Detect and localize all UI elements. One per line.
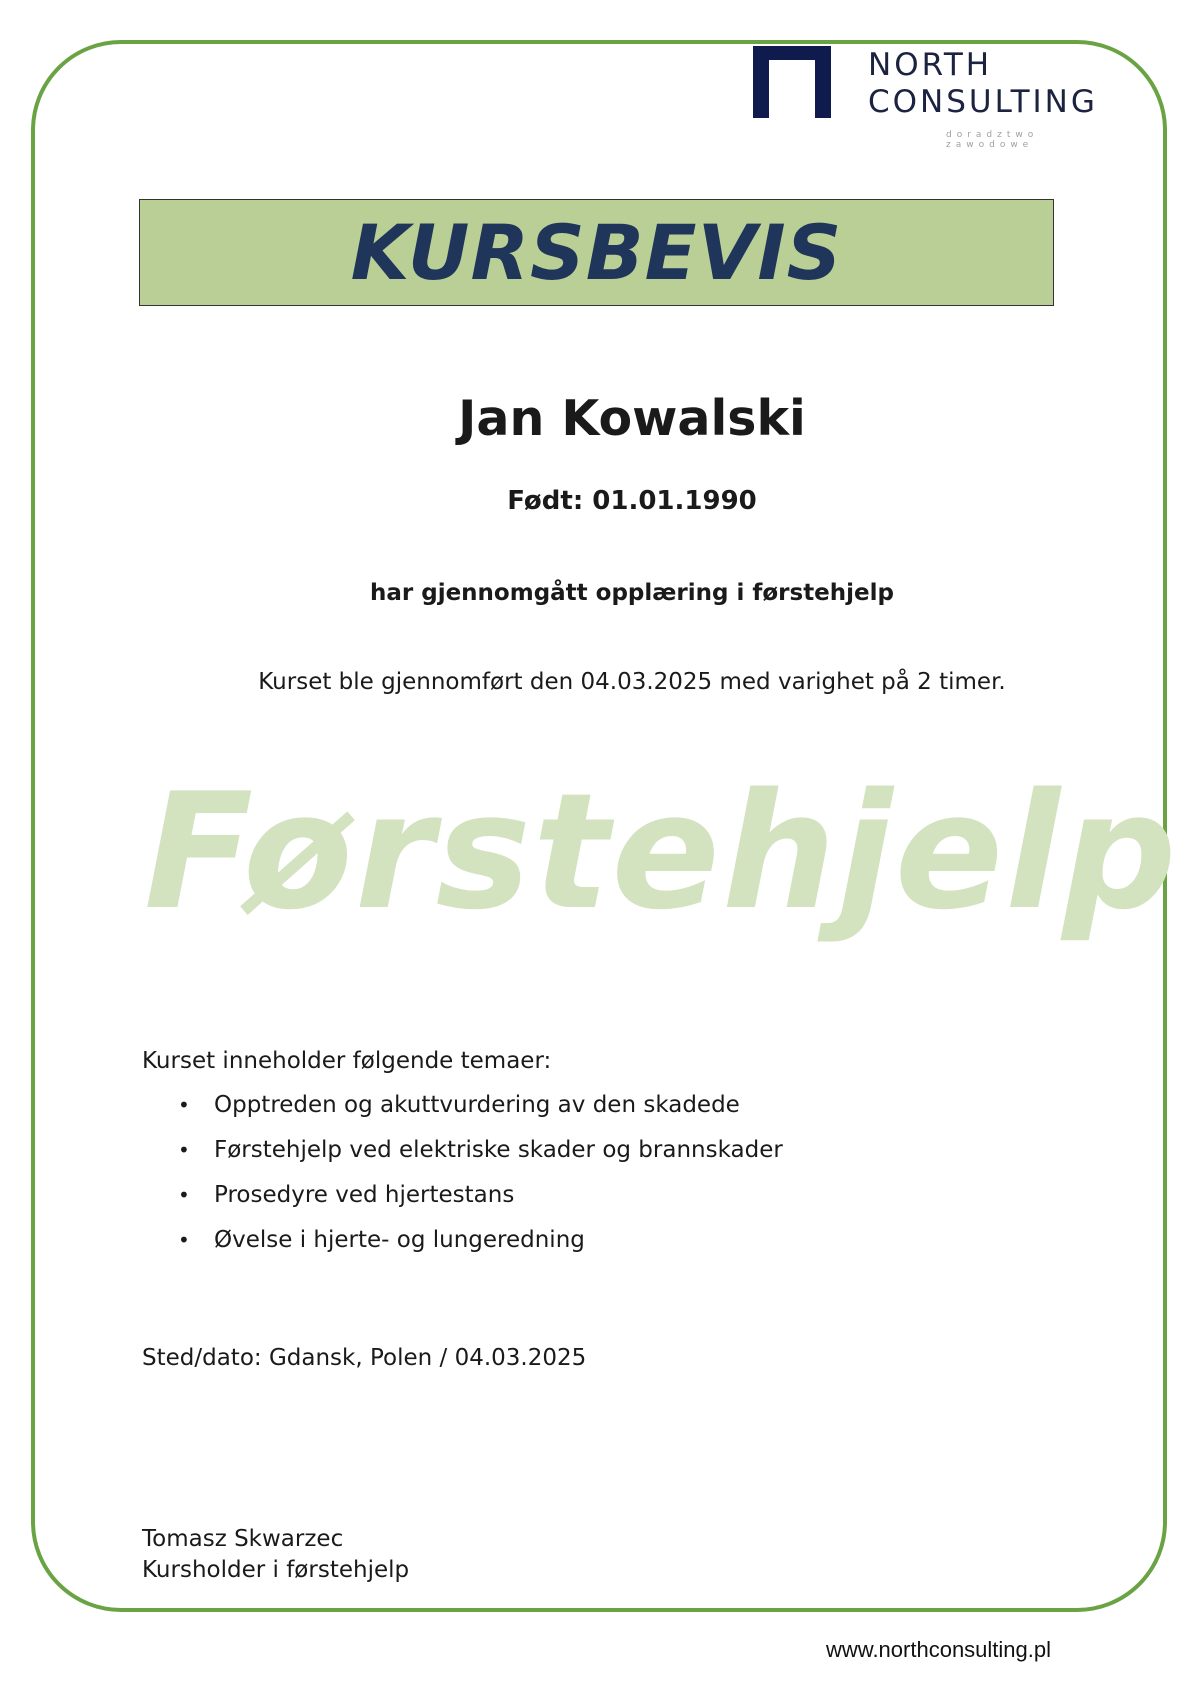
list-item [142, 1225, 783, 1270]
watermark-text: Førstehjelp [144, 758, 1179, 945]
signer-block [142, 1524, 409, 1586]
course-info: Kurset ble gjennomført den 04.03.2025 med varighet på 2 timer. [258, 669, 1006, 695]
list-item [142, 1180, 783, 1225]
participant-birthdate: Født: 01.01.1990 [507, 486, 757, 516]
logo-tagline: doradztwo zawodowe [946, 130, 1039, 150]
logo-line1: NORTH [868, 47, 993, 83]
title-banner [139, 199, 1054, 306]
topic-text: Førstehjelp ved elektriske skader og brannskader [214, 1137, 783, 1163]
company-logo [753, 46, 1123, 150]
logo-wordmark [868, 47, 1098, 121]
list-item [142, 1135, 783, 1180]
bullet-icon: • [178, 1183, 190, 1207]
certificate-title: KURSBEVIS [350, 208, 843, 297]
topics-intro: Kurset inneholder følgende temaer: [142, 1048, 552, 1074]
bullet-icon: • [178, 1093, 190, 1117]
topics-list [142, 1090, 783, 1270]
list-item [142, 1090, 783, 1135]
logo-mark-icon [753, 46, 831, 118]
bullet-icon: • [178, 1138, 190, 1162]
completion-statement: har gjennomgått opplæring i førstehjelp [369, 580, 894, 606]
place-date: Sted/dato: Gdansk, Polen / 04.03.2025 [142, 1345, 587, 1371]
topic-text: Prosedyre ved hjertestans [214, 1182, 515, 1208]
signer-name: Tomasz Skwarzec [142, 1526, 344, 1552]
signer-title: Kursholder i førstehjelp [142, 1557, 410, 1583]
bullet-icon: • [178, 1228, 190, 1252]
participant-name: Jan Kowalski [458, 390, 806, 447]
topic-text: Øvelse i hjerte- og lungeredning [214, 1227, 585, 1253]
logo-line2: CONSULTING [868, 84, 1098, 120]
website-link[interactable]: www.northconsulting.pl [826, 1637, 1052, 1662]
topic-text: Opptreden og akuttvurdering av den skadede [214, 1092, 740, 1118]
